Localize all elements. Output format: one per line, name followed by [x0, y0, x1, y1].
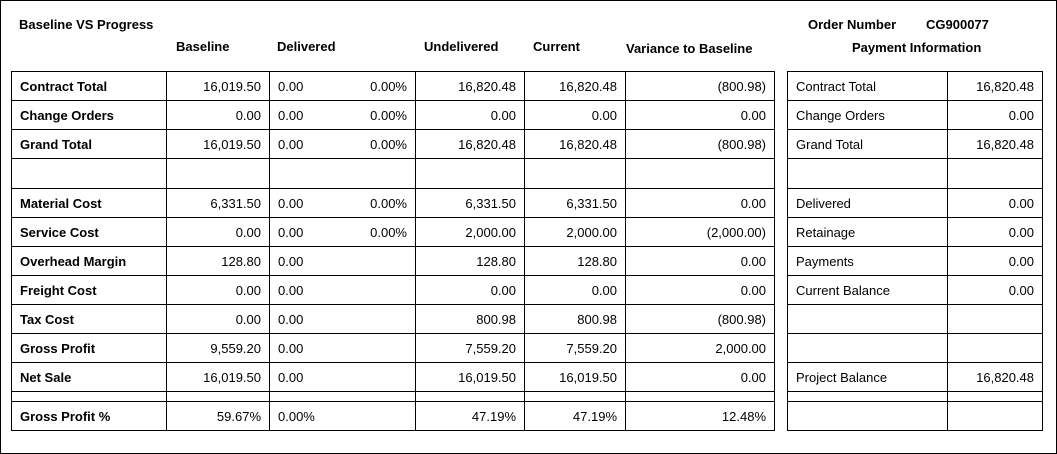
- row-label: Gross Profit %: [12, 402, 167, 431]
- row-label: Gross Profit: [12, 334, 167, 363]
- row-label: Freight Cost: [12, 276, 167, 305]
- current-cell: 0.00: [525, 101, 626, 130]
- payment-label: Change Orders: [788, 101, 948, 130]
- table-row: [788, 130, 1043, 159]
- table-row: [788, 101, 1043, 130]
- variance-cell: 0.00: [626, 276, 775, 305]
- row-label: Net Sale: [12, 363, 167, 392]
- baseline-cell: 0.00: [167, 305, 270, 334]
- variance-cell: (800.98): [626, 130, 775, 159]
- baseline-cell: 0.00: [167, 276, 270, 305]
- payment-value: [948, 305, 1043, 334]
- empty-cell: [270, 392, 342, 402]
- payment-label: [788, 305, 948, 334]
- baseline-cell: 0.00: [167, 218, 270, 247]
- variance-cell: (800.98): [626, 72, 775, 101]
- undelivered-cell: 128.80: [416, 247, 525, 276]
- report-title: Baseline VS Progress: [19, 17, 154, 32]
- payment-value: 0.00: [948, 189, 1043, 218]
- table-row: [788, 247, 1043, 276]
- empty-cell: [416, 159, 525, 189]
- payment-value: 0.00: [948, 218, 1043, 247]
- table-row: [12, 101, 775, 130]
- baseline-cell: 16,019.50: [167, 130, 270, 159]
- variance-cell: 0.00: [626, 247, 775, 276]
- empty-cell: [525, 159, 626, 189]
- table-row: [788, 72, 1043, 101]
- empty-cell: [948, 392, 1043, 402]
- variance-cell: 0.00: [626, 101, 775, 130]
- delivered-percent-cell: 0.00%: [342, 218, 416, 247]
- undelivered-cell: 800.98: [416, 305, 525, 334]
- delivered-percent-cell: [342, 305, 416, 334]
- undelivered-cell: 16,820.48: [416, 130, 525, 159]
- payment-value: 16,820.48: [948, 72, 1043, 101]
- delivered-percent-cell: 0.00%: [342, 101, 416, 130]
- payment-label: Current Balance: [788, 276, 948, 305]
- delivered-cell: 0.00: [270, 305, 342, 334]
- current-cell: 6,331.50: [525, 189, 626, 218]
- payment-value: 0.00: [948, 101, 1043, 130]
- baseline-cell: 16,019.50: [167, 72, 270, 101]
- payment-label: Retainage: [788, 218, 948, 247]
- delivered-percent-cell: 0.00%: [342, 189, 416, 218]
- delivered-cell: 0.00: [270, 101, 342, 130]
- baseline-cell: 59.67%: [167, 402, 270, 431]
- table-row: [788, 305, 1043, 334]
- empty-cell: [342, 159, 416, 189]
- table-row: [788, 402, 1043, 431]
- variance-cell: 0.00: [626, 189, 775, 218]
- delivered-cell: 0.00: [270, 72, 342, 101]
- table-row: [12, 247, 775, 276]
- delivered-percent-cell: [342, 363, 416, 392]
- delivered-percent-cell: 0.00%: [342, 72, 416, 101]
- column-header-current: Current: [533, 39, 580, 54]
- baseline-cell: 6,331.50: [167, 189, 270, 218]
- variance-cell: (2,000.00): [626, 218, 775, 247]
- delivered-cell: 0.00%: [270, 402, 342, 431]
- row-label: Grand Total: [12, 130, 167, 159]
- empty-cell: [416, 392, 525, 402]
- delivered-cell: 0.00: [270, 189, 342, 218]
- current-cell: 128.80: [525, 247, 626, 276]
- payment-label: Delivered: [788, 189, 948, 218]
- empty-cell: [167, 392, 270, 402]
- current-cell: 16,820.48: [525, 72, 626, 101]
- baseline-cell: 9,559.20: [167, 334, 270, 363]
- delivered-percent-cell: [342, 402, 416, 431]
- empty-cell: [167, 159, 270, 189]
- column-header-undelivered: Undelivered: [424, 39, 499, 54]
- delivered-percent-cell: [342, 276, 416, 305]
- table-row: [12, 130, 775, 159]
- payment-information-title: Payment Information: [852, 40, 982, 55]
- undelivered-cell: 47.19%: [416, 402, 525, 431]
- table-row: [12, 159, 775, 189]
- current-cell: 0.00: [525, 276, 626, 305]
- payment-value: [948, 334, 1043, 363]
- payment-label: Project Balance: [788, 363, 948, 392]
- table-row: [12, 392, 775, 402]
- variance-cell: 0.00: [626, 363, 775, 392]
- variance-cell: (800.98): [626, 305, 775, 334]
- undelivered-cell: 16,820.48: [416, 72, 525, 101]
- baseline-cell: 16,019.50: [167, 363, 270, 392]
- current-cell: 16,820.48: [525, 130, 626, 159]
- table-row: [12, 402, 775, 431]
- payment-value: [948, 159, 1043, 189]
- delivered-cell: 0.00: [270, 218, 342, 247]
- delivered-percent-cell: [342, 334, 416, 363]
- current-cell: 800.98: [525, 305, 626, 334]
- empty-cell: [626, 159, 775, 189]
- undelivered-cell: 16,019.50: [416, 363, 525, 392]
- column-header-variance: Variance to Baseline: [626, 41, 753, 56]
- undelivered-cell: 6,331.50: [416, 189, 525, 218]
- table-row: [788, 276, 1043, 305]
- empty-cell: [270, 159, 342, 189]
- delivered-cell: 0.00: [270, 130, 342, 159]
- table-row: [788, 218, 1043, 247]
- empty-cell: [12, 392, 167, 402]
- undelivered-cell: 2,000.00: [416, 218, 525, 247]
- table-row: [12, 305, 775, 334]
- delivered-cell: 0.00: [270, 363, 342, 392]
- variance-cell: 12.48%: [626, 402, 775, 431]
- delivered-cell: 0.00: [270, 247, 342, 276]
- table-row: [12, 334, 775, 363]
- table-row: [788, 392, 1043, 402]
- baseline-progress-table: [11, 71, 775, 431]
- current-cell: 47.19%: [525, 402, 626, 431]
- payment-label: Grand Total: [788, 130, 948, 159]
- row-label: Change Orders: [12, 101, 167, 130]
- payment-information-table: [787, 71, 1043, 431]
- order-number-value: CG900077: [926, 17, 989, 32]
- column-header-delivered: Delivered: [277, 39, 336, 54]
- payment-value: 0.00: [948, 276, 1043, 305]
- row-label: Material Cost: [12, 189, 167, 218]
- row-label: Service Cost: [12, 218, 167, 247]
- column-header-baseline: Baseline: [176, 39, 230, 54]
- undelivered-cell: 0.00: [416, 276, 525, 305]
- current-cell: 7,559.20: [525, 334, 626, 363]
- table-row: [788, 159, 1043, 189]
- table-row: [788, 334, 1043, 363]
- delivered-cell: 0.00: [270, 276, 342, 305]
- payment-label: [788, 334, 948, 363]
- payment-label: Payments: [788, 247, 948, 276]
- table-row: [12, 218, 775, 247]
- empty-cell: [12, 159, 167, 189]
- delivered-cell: 0.00: [270, 334, 342, 363]
- payment-value: [948, 402, 1043, 431]
- payment-value: 0.00: [948, 247, 1043, 276]
- baseline-cell: 0.00: [167, 101, 270, 130]
- payment-label: Contract Total: [788, 72, 948, 101]
- table-row: [12, 72, 775, 101]
- empty-cell: [525, 392, 626, 402]
- payment-label: [788, 159, 948, 189]
- undelivered-cell: 7,559.20: [416, 334, 525, 363]
- row-label: Overhead Margin: [12, 247, 167, 276]
- table-row: [12, 363, 775, 392]
- current-cell: 16,019.50: [525, 363, 626, 392]
- row-label: Tax Cost: [12, 305, 167, 334]
- undelivered-cell: 0.00: [416, 101, 525, 130]
- payment-value: 16,820.48: [948, 363, 1043, 392]
- row-label: Contract Total: [12, 72, 167, 101]
- empty-cell: [342, 392, 416, 402]
- delivered-percent-cell: 0.00%: [342, 130, 416, 159]
- payment-label: [788, 402, 948, 431]
- baseline-cell: 128.80: [167, 247, 270, 276]
- empty-cell: [788, 392, 948, 402]
- current-cell: 2,000.00: [525, 218, 626, 247]
- delivered-percent-cell: [342, 247, 416, 276]
- payment-value: 16,820.48: [948, 130, 1043, 159]
- table-row: [788, 189, 1043, 218]
- variance-cell: 2,000.00: [626, 334, 775, 363]
- empty-cell: [626, 392, 775, 402]
- table-row: [788, 363, 1043, 392]
- table-row: [12, 189, 775, 218]
- order-number-label: Order Number: [808, 17, 897, 32]
- table-row: [12, 276, 775, 305]
